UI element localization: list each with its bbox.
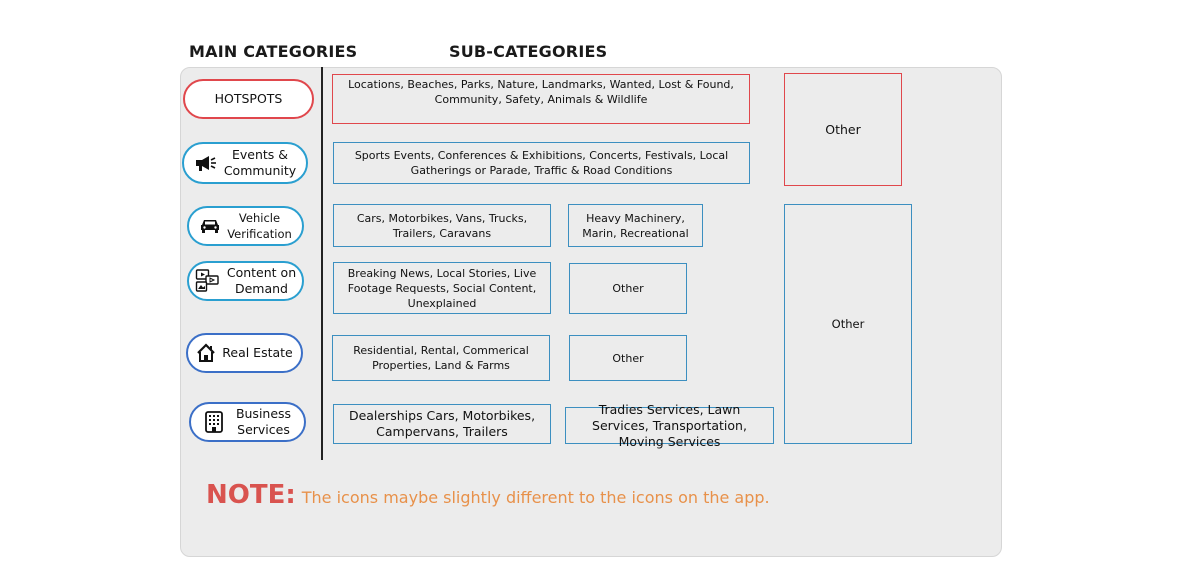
category-business-services[interactable] (189, 402, 306, 442)
category-realestate-label: Real Estate (222, 345, 293, 360)
subcategory-realestate-other: Other (569, 335, 687, 381)
main-categories-heading: MAIN CATEGORIES (189, 42, 358, 61)
category-hotspots-label: HOTSPOTS (214, 91, 283, 106)
megaphone-icon (194, 154, 218, 172)
media-icon (195, 268, 221, 294)
category-content-label (227, 265, 296, 297)
other-box-blue: Other (784, 204, 912, 444)
subcategory-business-main: Dealerships Cars, Motorbikes, Campervans, Trailers (333, 404, 551, 444)
category-content-label-line1: Content on (226, 265, 297, 280)
category-events-label-line2: Community (223, 163, 297, 178)
note-text: The icons maybe slightly different to the icons on the app. (301, 488, 770, 507)
house-icon (196, 343, 216, 363)
subcategory-events: Sports Events, Conferences & Exhibitions, Concerts, Festivals, Local Gatherings or Parade, Traffic & Road Conditions (333, 142, 750, 184)
note-label: NOTE: (206, 480, 296, 510)
category-business-label-line2: Services (237, 422, 290, 437)
subcategory-vehicle-main: Cars, Motorbikes, Vans, Trucks, Trailers, Caravans (333, 204, 551, 247)
category-events-community[interactable] (182, 142, 308, 184)
subcategory-business-services: Tradies Services, Lawn Services, Transportation, Moving Services (565, 407, 774, 444)
building-icon (204, 411, 224, 433)
category-vehicle-verification[interactable] (187, 206, 304, 246)
category-content-label-line2: Demand (234, 281, 288, 296)
category-vehicle-label (227, 210, 292, 242)
category-vehicle-label-line1: Vehicle (238, 211, 281, 225)
category-events-label (224, 147, 296, 179)
subcategory-content-main: Breaking News, Local Stories, Live Footage Requests, Social Content, Unexplained (333, 262, 551, 314)
car-icon (199, 218, 221, 234)
subcategory-content-other: Other (569, 263, 687, 314)
sub-categories-heading: SUB-CATEGORIES (449, 42, 608, 61)
category-events-label-line1: Events & (231, 147, 289, 162)
subcategory-realestate-main: Residential, Rental, Commerical Properties, Land & Farms (332, 335, 550, 381)
divider-line (321, 67, 323, 460)
category-vehicle-label-line2: Verification (227, 227, 292, 241)
note (206, 480, 770, 510)
other-box-red: Other (784, 73, 902, 186)
category-content-on-demand[interactable] (187, 261, 304, 301)
subcategory-hotspots: Locations, Beaches, Parks, Nature, Landmarks, Wanted, Lost & Found, Community, Safety, Animals & Wildlife (332, 74, 750, 124)
category-business-label-line1: Business (235, 406, 292, 421)
subcategory-vehicle-heavy: Heavy Machinery, Marin, Recreational (568, 204, 703, 247)
category-business-label (236, 406, 291, 438)
category-hotspots[interactable] (183, 79, 314, 119)
category-real-estate[interactable] (186, 333, 303, 373)
